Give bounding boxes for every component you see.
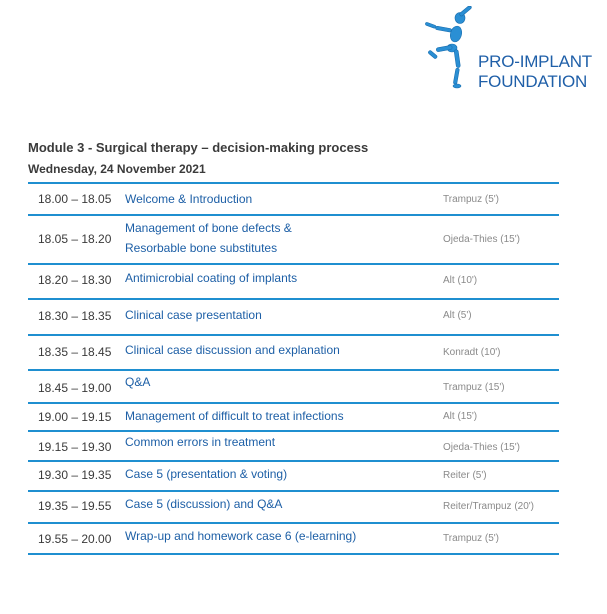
row-topic: Antimicrobial coating of implants <box>125 271 298 285</box>
row-speaker: Alt (5') <box>443 310 472 321</box>
row-topic: Welcome & Introduction <box>125 192 253 206</box>
row-topic: Clinical case presentation <box>125 308 262 322</box>
row-time: 18.00 – 18.05 <box>38 192 112 206</box>
row-topic: Clinical case discussion and explanation <box>125 343 340 357</box>
agenda-row <box>28 184 559 216</box>
row-time: 19.55 – 20.00 <box>38 532 112 546</box>
agenda-row <box>28 265 559 300</box>
row-time: 19.30 – 19.35 <box>38 468 112 482</box>
row-speaker: Alt (10') <box>443 275 478 286</box>
agenda-row <box>28 404 559 432</box>
row-speaker: Konradt (10') <box>443 347 501 358</box>
row-speaker: Trampuz (5') <box>443 194 499 205</box>
row-topic: Management of difficult to treat infections <box>125 409 344 423</box>
foundation-wordmark <box>478 52 592 92</box>
agenda-row <box>28 336 559 371</box>
agenda-row <box>28 300 559 336</box>
row-topic: Common errors in treatment <box>125 435 276 449</box>
foundation-logo <box>420 4 600 94</box>
agenda-table <box>28 182 559 555</box>
agenda-row <box>28 524 559 555</box>
module-date: Wednesday, 24 November 2021 <box>28 162 206 176</box>
brand-line-2: FOUNDATION <box>478 72 588 91</box>
row-topic: Case 5 (discussion) and Q&A <box>125 497 283 511</box>
agenda-row <box>28 432 559 462</box>
brand-line-1: PRO-IMPLANT <box>478 52 592 71</box>
wooden-mannequin-icon <box>424 6 484 96</box>
agenda-row <box>28 462 559 492</box>
row-speaker: Reiter (5') <box>443 470 487 481</box>
module-title: Module 3 - Surgical therapy – decision-making process <box>28 140 369 155</box>
row-time: 19.15 – 19.30 <box>38 440 112 454</box>
row-speaker: Ojeda-Thies (15') <box>443 234 520 245</box>
row-topic: Q&A <box>125 375 151 389</box>
agenda-row <box>28 371 559 404</box>
row-time: 18.45 – 19.00 <box>38 381 112 395</box>
row-time: 19.00 – 19.15 <box>38 410 112 424</box>
row-speaker: Ojeda-Thies (15') <box>443 442 520 453</box>
row-time: 19.35 – 19.55 <box>38 499 112 513</box>
agenda-row <box>28 492 559 524</box>
agenda-row <box>28 216 559 265</box>
row-topic: Case 5 (presentation & voting) <box>125 467 288 481</box>
row-speaker: Reiter/Trampuz (20') <box>443 501 535 512</box>
row-time: 18.35 – 18.45 <box>38 345 112 359</box>
row-time: 18.05 – 18.20 <box>38 232 112 246</box>
row-speaker: Trampuz (5') <box>443 533 499 544</box>
row-speaker: Alt (15') <box>443 411 478 422</box>
row-topic: Management of bone defects & Resorbable bone substitutes <box>125 221 292 255</box>
row-speaker: Trampuz (15') <box>443 382 505 393</box>
row-time: 18.20 – 18.30 <box>38 273 112 287</box>
row-time: 18.30 – 18.35 <box>38 309 112 323</box>
row-topic: Wrap-up and homework case 6 (e-learning) <box>125 529 357 543</box>
